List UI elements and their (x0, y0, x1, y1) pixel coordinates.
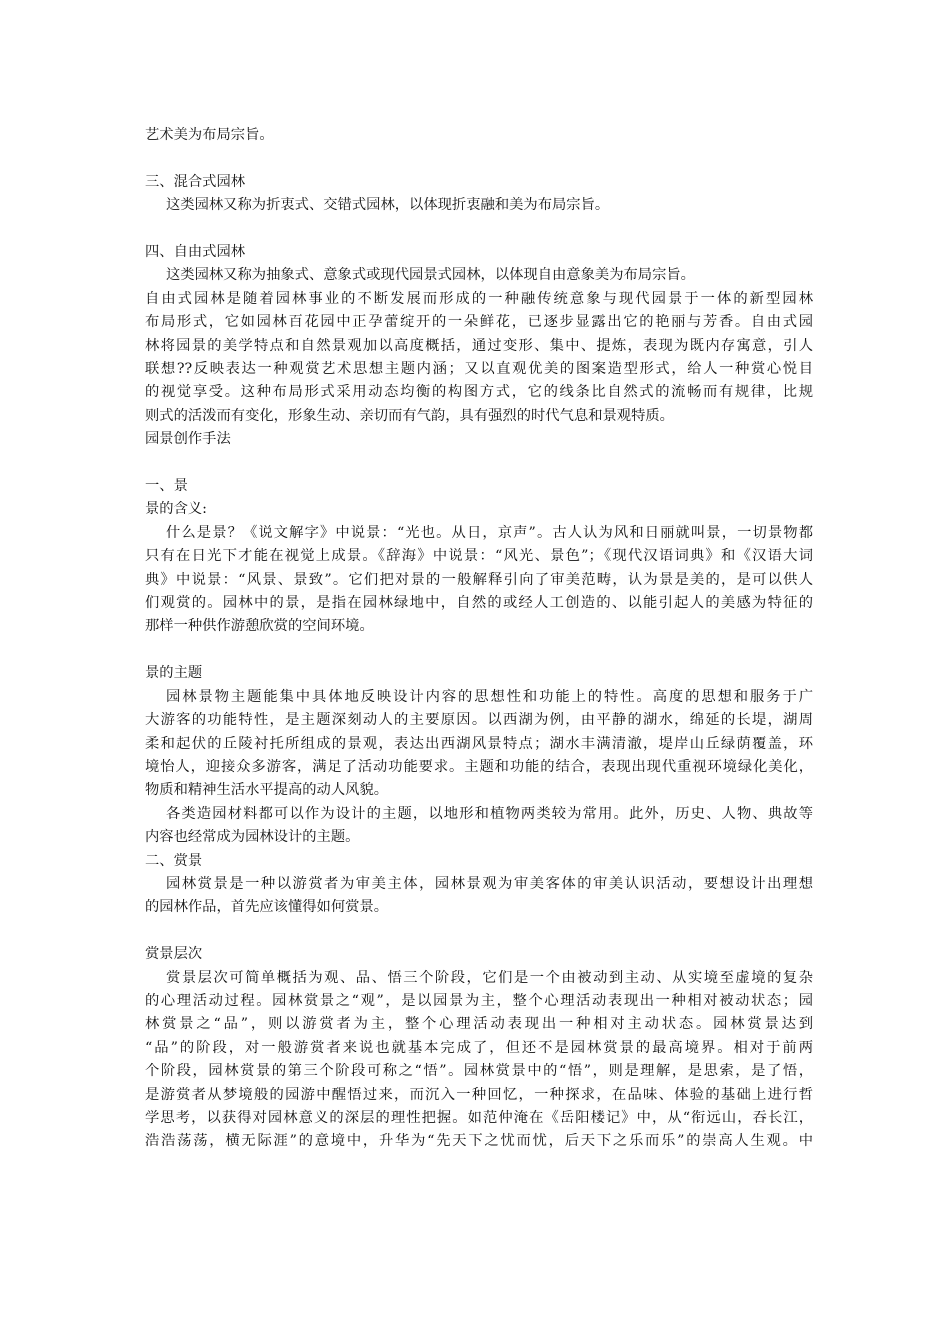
paragraph-line: 什么是景？《说文解字》中说景：“光也。从日，京声”。古人认为风和日丽就叫景，一切景物都 (166, 524, 813, 541)
paragraph-line: 的视觉享受。这种布局形式采用动态均衡的构图方式，它的线条比自然式的流畅而有规律，比规 (145, 384, 813, 401)
paragraph-line: 个阶段，园林赏景的第三个阶段可称之“悟”。园林赏景中的“悟”，则是理解，是思索，是了悟， (145, 1063, 813, 1080)
paragraph-line: 则式的活泼而有变化，形象生动、亲切而有气韵，具有强烈的时代气息和景观特质。 (145, 407, 674, 424)
paragraph-line: 柔和起伏的丘陵衬托所组成的景观，表达出西湖风景特点；湖水丰满清澈，堤岸山丘绿荫覆盖，环 (145, 735, 813, 752)
section-title-shang-jing: 二、赏景 (145, 852, 203, 869)
paragraph-line: 赏景层次可简单概括为观、品、悟三个阶段，它们是一个由被动到主动、从实境至虚境的复杂 (166, 969, 813, 986)
paragraph-line: 典》中说景：“风景、景致”。它们把对景的一般解释引向了审美范畴，认为景是美的，是可以供人 (145, 571, 813, 588)
paragraph-line: 那样一种供作游憩欣赏的空间环境。 (145, 618, 374, 635)
paragraph-mixed-garden: 这类园林又称为折衷式、交错式园林，以体现折衷融和美为布局宗旨。 (166, 197, 610, 214)
paragraph-line: 林赏景之“品”，则以游赏者为主，整个心理活动表现出一种相对主动状态。园林赏景达到 (145, 1016, 813, 1033)
paragraph-line: 内容也经常成为园林设计的主题。 (145, 829, 360, 846)
paragraph-line: 联想??反映表达一种观赏艺术思想主题内涵；又以直观优美的图案造型形式，给人一种赏心悦目 (145, 361, 813, 378)
paragraph-line: 林将园景的美学特点和自然景观加以高度概括，通过变形、集中、提炼，表现为既内存寓意，引人 (145, 337, 813, 354)
section-title-jing: 一、景 (145, 478, 188, 495)
paragraph-line: 园林赏景是一种以游赏者为审美主体，园林景观为审美客体的审美认识活动，要想设计出理想 (166, 875, 813, 892)
paragraph-line: 的园林作品，首先应该懂得如何赏景。 (145, 899, 389, 916)
paragraph-line: 布局形式，它如园林百花园中正孕蕾绽开的一朵鲜花，已逐步显露出它的艳丽与芳香。自由式园 (145, 314, 813, 331)
paragraph-free-garden-intro: 这类园林又称为抽象式、意象式或现代园景式园林，以体现自由意象美为布局宗旨。 (166, 267, 695, 284)
paragraph-gap (145, 218, 813, 241)
paragraph-line: 是游赏者从梦境般的园游中醒悟过来，而沉入一种回忆，一种探求，在品味、体验的基础上进行哲 (145, 1086, 813, 1103)
document-page (145, 124, 813, 1154)
paragraph-line: “品”的阶段，对一般游赏者来说也就基本完成了，但还不是园林赏景的最高境界。相对于前两 (145, 1039, 813, 1056)
paragraph-line: 自由式园林是随着园林事业的不断发展而形成的一种融传统意象与现代园景于一体的新型园林 (145, 290, 813, 307)
section-title-mixed-garden: 三、混合式园林 (145, 173, 246, 190)
intro-tail-text: 艺术美为布局宗旨。 (145, 127, 274, 143)
paragraph-line: 境怡人，迎接众多游客，满足了活动功能要求。主题和功能的结合，表现出现代重视环境绿化美化， (145, 758, 813, 775)
paragraph-line: 学思考，以获得对园林意义的深层的理性把握。如范仲淹在《岳阳楼记》中，从“衔远山，吞长江， (145, 1109, 813, 1126)
subsection-title-levels: 赏景层次 (145, 946, 203, 963)
paragraph-gap (145, 147, 813, 170)
paragraph-line: 只有在日光下才能在视觉上成景。《辞海》中说景：“风光、景色”；《现代汉语词典》和《汉语大词 (145, 548, 813, 565)
subsection-title-theme: 景的主题 (145, 665, 203, 682)
subsection-title-jing-meaning: 景的含义: (145, 501, 208, 518)
section-title-free-garden: 四、自由式园林 (145, 244, 246, 260)
paragraph-line: 各类造园材料都可以作为设计的主题，以地形和植物两类较为常用。此外，历史、人物、典故等 (166, 805, 813, 822)
paragraph-gap (145, 920, 813, 943)
paragraph-line: 浩浩荡荡，横无际涯”的意境中，升华为“先天下之忧而忧，后天下之乐而乐”的崇高人生观。中 (145, 1133, 813, 1150)
paragraph-gap (145, 639, 813, 662)
paragraph-line: 的心理活动过程。园林赏景之“观”，是以园景为主，整个心理活动表现出一种相对被动状态；园 (145, 992, 813, 1009)
section-title-creation-methods: 园景创作手法 (145, 431, 231, 448)
paragraph-line: 大游客的功能特性，是主题深刻动人的主要原因。以西湖为例，由平静的湖水，绵延的长堤，湖周 (145, 712, 813, 729)
paragraph-line: 们观赏的。园林中的景，是指在园林绿地中，自然的或经人工创造的、以能引起人的美感为特征的 (145, 595, 813, 612)
paragraph-gap (145, 452, 813, 475)
paragraph-line: 园林景物主题能集中具体地反映设计内容的思想性和功能上的特性。高度的思想和服务于广 (166, 688, 813, 705)
paragraph-line: 物质和精神生活水平提高的动人风貌。 (145, 782, 389, 799)
